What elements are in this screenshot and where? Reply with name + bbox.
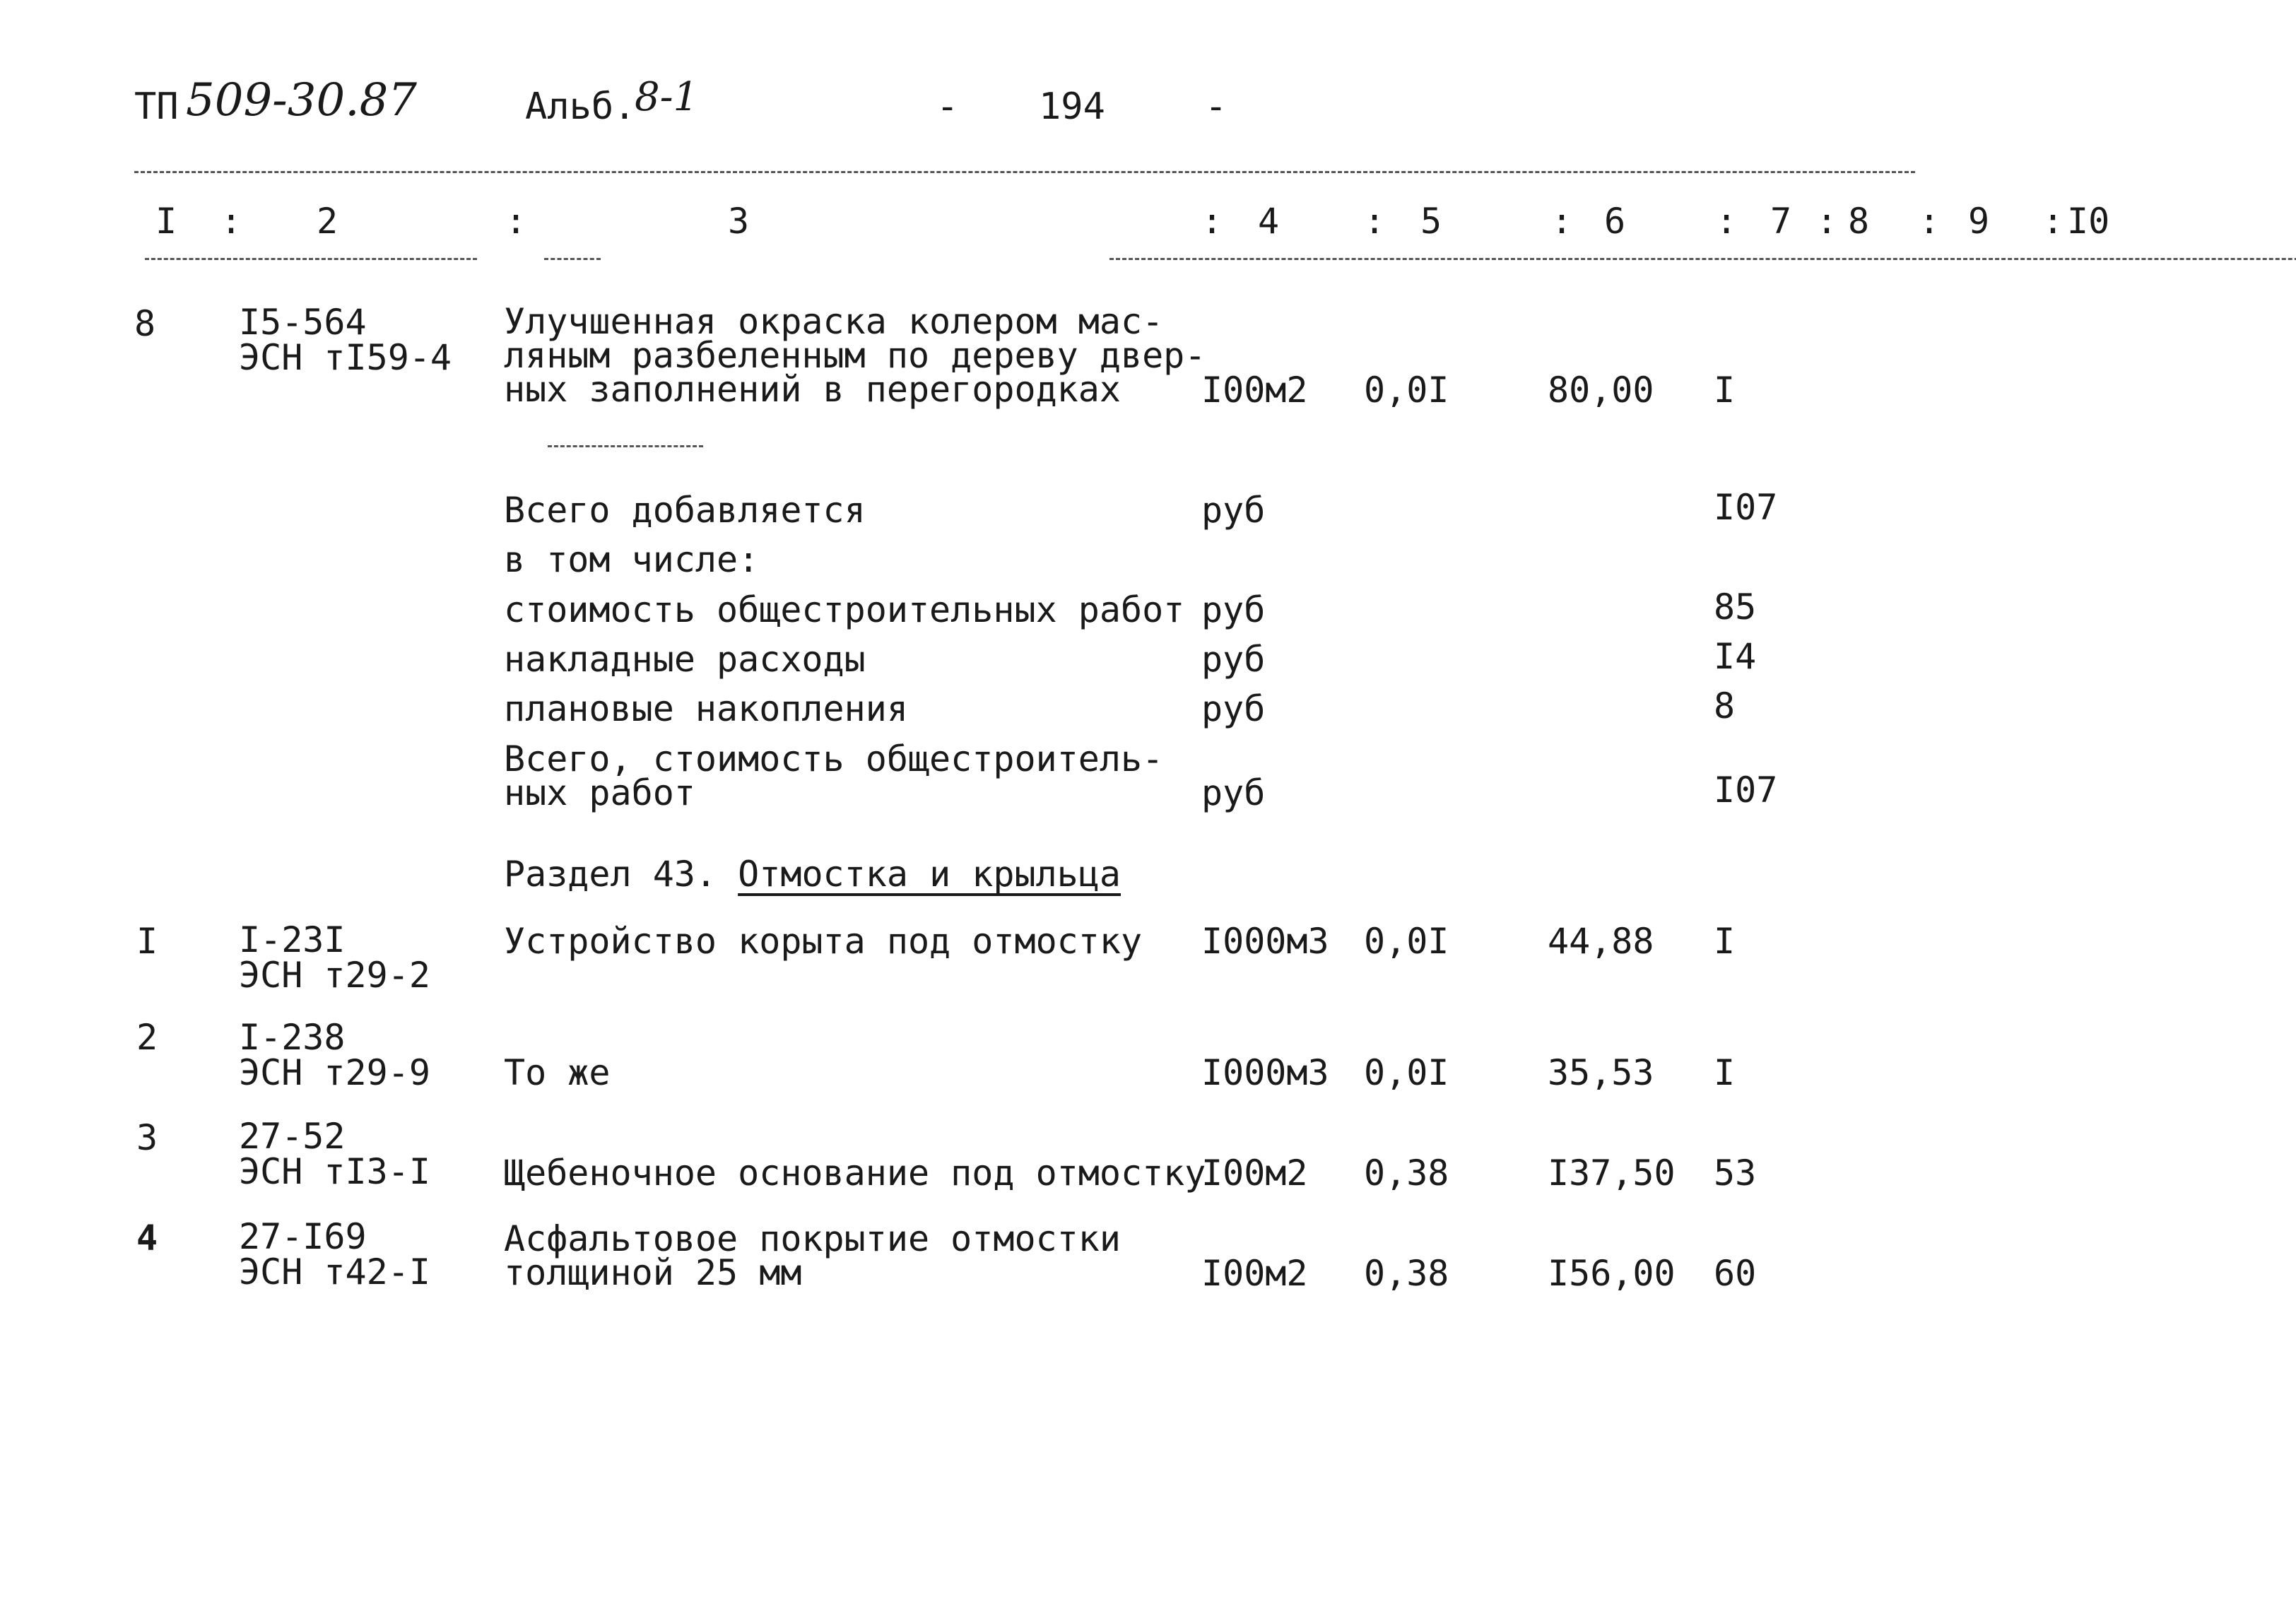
row-code [239,1216,430,1292]
row-total: I [1714,921,1736,962]
section-heading [504,854,1121,895]
header-underline [1109,258,2296,260]
page-number: 194 [1039,86,1105,128]
row-code-secondary: ЭСН т29-2 [239,955,430,996]
col-header-3: 3 [728,201,750,242]
row-quantity: 0,0I [1364,1052,1449,1093]
summary-savings-unit: руб [1201,688,1266,729]
summary-total-unit: руб [1201,490,1266,531]
album-label: Альб. [525,86,636,128]
row-price: 44,88 [1548,921,1654,962]
col-header-5: 5 [1420,201,1442,242]
row-price: I56,00 [1548,1253,1676,1294]
summary-total-general-value: I07 [1714,770,1778,811]
col-header-1: I [155,201,177,242]
page-dash-right: - [1205,86,1228,128]
summary-total-label: Всего добавляется [504,490,866,531]
col-header-8: 8 [1848,201,1870,242]
col-sep: : [2042,201,2064,242]
col-header-9: 9 [1968,201,1990,242]
row-code-primary: 27-52 [239,1116,346,1157]
row-unit: I000м3 [1201,921,1329,962]
row-description-line: Улучшенная окраска колером мас- [504,301,1164,342]
summary-overhead-value: I4 [1714,636,1757,677]
col-header-6: 6 [1604,201,1626,242]
row-total: 53 [1714,1153,1757,1194]
row-description [504,301,1206,410]
row-code [239,1017,430,1093]
row-code-secondary: ЭСН т42-I [239,1251,430,1292]
col-sep: : [220,201,242,242]
row-price: 80,00 [1548,370,1654,411]
row-total: I [1714,370,1736,411]
row-code [239,302,452,378]
row-number: 2 [136,1017,158,1058]
row-unit: I00м2 [1201,1253,1308,1294]
summary-total-general-label [504,738,1164,813]
summary-total-general-unit: руб [1201,772,1266,813]
col-sep: : [505,201,527,242]
header-rule [134,171,1915,173]
section-prefix: Раздел 43. [504,854,717,895]
row-description [504,1218,1121,1293]
summary-overhead-unit: руб [1201,639,1266,680]
col-header-10: I0 [2067,201,2110,242]
row-description: Щебеночное основание под отмостку [504,1153,1206,1194]
row-number: I [136,921,158,962]
row-code-secondary: ЭСН т29-9 [239,1052,430,1093]
summary-savings-label: плановые накопления [504,688,908,729]
row-code-primary: I-238 [239,1017,346,1058]
row-unit: I00м2 [1201,1153,1308,1194]
row-code-primary: I-23I [239,919,346,960]
row-quantity: 0,38 [1364,1153,1449,1194]
item-divider [548,445,703,447]
summary-savings-value: 8 [1714,685,1736,726]
row-quantity: 0,38 [1364,1253,1449,1294]
summary-total-general-line: Всего, стоимость общестроитель- [504,738,1164,779]
row-number: 3 [136,1117,158,1158]
row-description-line: ных заполнений в перегородках [504,369,1121,410]
col-sep: : [1364,201,1386,242]
row-quantity: 0,0I [1364,921,1449,962]
row-price: 35,53 [1548,1052,1654,1093]
section-title: Отмостка и крыльца [738,854,1121,895]
row-description-line: Асфальтовое покрытие отмостки [504,1218,1121,1259]
tp-label: ТП [134,86,179,128]
row-number: 8 [134,303,156,344]
row-number: 4 [136,1218,158,1259]
col-header-4: 4 [1258,201,1280,242]
page-dash-left: - [936,86,959,128]
row-description: Устройство корыта под отмостку [504,921,1143,962]
summary-including: в том числе: [504,539,760,580]
summary-total-general-line: ных работ [504,772,695,813]
summary-total-value: I07 [1714,487,1778,528]
row-description-line: ляным разбеленным по дереву двер- [504,335,1206,376]
row-code-secondary: ЭСН тI3-I [239,1151,430,1192]
row-code-primary: 27-I69 [239,1216,367,1257]
col-sep: : [1816,201,1838,242]
row-unit: I000м3 [1201,1052,1329,1093]
row-price: I37,50 [1548,1153,1676,1194]
row-total: I [1714,1052,1736,1093]
row-code-secondary: ЭСН тI59-4 [239,337,452,378]
col-header-7: 7 [1770,201,1792,242]
row-quantity: 0,0I [1364,370,1449,411]
header-underline [145,258,477,260]
row-code-primary: I5-564 [239,302,367,343]
row-unit: I00м2 [1201,370,1308,411]
row-description: То же [504,1052,611,1093]
col-sep: : [1919,201,1941,242]
col-sep: : [1551,201,1573,242]
col-sep: : [1201,201,1223,242]
header-underline [544,258,601,260]
summary-general-label: стоимость общестроительных работ [504,589,1185,630]
row-description-line: толщиной 25 мм [504,1252,802,1293]
album-number: 8-1 [635,74,699,120]
tp-number: 509-30.87 [186,74,417,126]
col-sep: : [1716,201,1738,242]
row-code [239,919,430,996]
summary-general-value: 85 [1714,587,1757,628]
col-header-2: 2 [317,201,338,242]
summary-general-unit: руб [1201,589,1266,630]
row-total: 60 [1714,1253,1757,1294]
row-code [239,1116,430,1192]
summary-overhead-label: накладные расходы [504,639,866,680]
